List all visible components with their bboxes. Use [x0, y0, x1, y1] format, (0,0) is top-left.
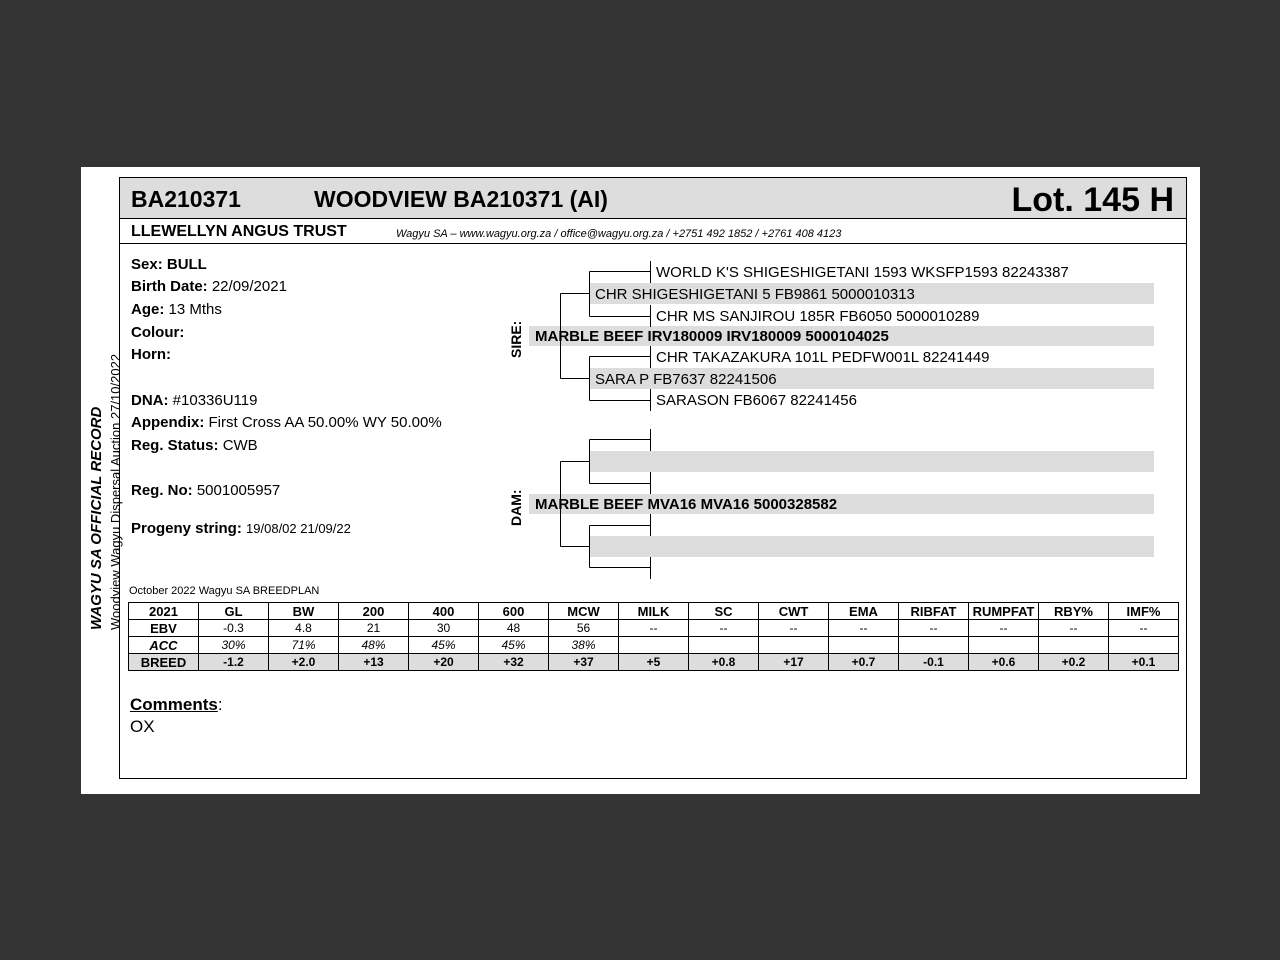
dam-label: DAM:: [508, 489, 524, 526]
table-cell: 45%: [409, 637, 479, 654]
table-cell: +0.8: [689, 654, 759, 671]
table-cell: --: [619, 620, 689, 637]
table-cell: --: [689, 620, 759, 637]
row-label: EBV: [129, 620, 199, 637]
column-header: RBY%: [1039, 603, 1109, 620]
table-cell: 71%: [269, 637, 339, 654]
table-cell: +32: [479, 654, 549, 671]
auction-subtitle: Woodview Wagyu Dispersal Auction 27/10/2022: [108, 353, 123, 630]
table-row-breed: [129, 654, 1179, 671]
table-cell: -1.2: [199, 654, 269, 671]
table-cell: 4.8: [269, 620, 339, 637]
column-header: GL: [199, 603, 269, 620]
table-row-ebv: [129, 620, 1179, 637]
table-cell: 45%: [479, 637, 549, 654]
table-cell: +0.1: [1109, 654, 1179, 671]
sire-dam: SARA P FB7637 82241506: [595, 371, 777, 388]
table-cell: [759, 637, 829, 654]
column-header: BW: [269, 603, 339, 620]
table-cell: +5: [619, 654, 689, 671]
breedplan-table: [128, 602, 1179, 671]
table-cell: +13: [339, 654, 409, 671]
row-label: ACC: [129, 637, 199, 654]
sire-dam-sire: CHR TAKAZAKURA 101L PEDFW001L 82241449: [656, 349, 990, 366]
column-header: IMF%: [1109, 603, 1179, 620]
table-cell: [829, 637, 899, 654]
column-header: 200: [339, 603, 409, 620]
sex-field: Sex: BULL: [131, 256, 207, 273]
age-field: Age: 13 Mths: [131, 301, 222, 318]
table-cell: [689, 637, 759, 654]
table-cell: -0.3: [199, 620, 269, 637]
dam-sire-band: [589, 451, 1154, 472]
table-cell: +20: [409, 654, 479, 671]
dna-field: DNA: #10336U119: [131, 392, 258, 409]
table-cell: 48: [479, 620, 549, 637]
column-header: MCW: [549, 603, 619, 620]
table-cell: +0.2: [1039, 654, 1109, 671]
column-header: SC: [689, 603, 759, 620]
column-header: RUMPFAT: [969, 603, 1039, 620]
table-cell: --: [1039, 620, 1109, 637]
breedplan-caption: October 2022 Wagyu SA BREEDPLAN: [129, 585, 320, 597]
official-record-title: WAGYU SA OFFICIAL RECORD: [88, 406, 105, 630]
column-header: RIBFAT: [899, 603, 969, 620]
sire-label: SIRE:: [508, 320, 524, 358]
lot-number: Lot. 145 H: [1011, 181, 1174, 219]
animal-id: BA210371: [131, 186, 241, 212]
birth-date-field: Birth Date: 22/09/2021: [131, 278, 287, 295]
table-cell: +0.7: [829, 654, 899, 671]
sire-sire-dam: CHR MS SANJIROU 185R FB6050 5000010289: [656, 308, 980, 325]
dam-name: MARBLE BEEF MVA16 MVA16 5000328582: [535, 496, 838, 513]
table-cell: 30: [409, 620, 479, 637]
comments-label: Comments:: [130, 695, 223, 714]
table-cell: +2.0: [269, 654, 339, 671]
sire-sire: CHR SHIGESHIGETANI 5 FB9861 5000010313: [595, 286, 915, 303]
row-label: BREED: [129, 654, 199, 671]
table-row-acc: [129, 637, 1179, 654]
contact-info: Wagyu SA – www.wagyu.org.za / office@wagyu.org.za / +2751 492 1852 / +2761 408 4123: [396, 228, 842, 240]
table-cell: --: [759, 620, 829, 637]
table-header-row: [129, 603, 1179, 620]
horn-field: Horn:: [131, 346, 171, 363]
table-cell: +0.6: [969, 654, 1039, 671]
comments-text: OX: [130, 717, 155, 736]
table-cell: --: [899, 620, 969, 637]
table-cell: 56: [549, 620, 619, 637]
breeder-name: LLEWELLYN ANGUS TRUST: [131, 223, 347, 240]
table-cell: -0.1: [899, 654, 969, 671]
column-header: 400: [409, 603, 479, 620]
table-cell: --: [969, 620, 1039, 637]
table-cell: 48%: [339, 637, 409, 654]
sire-dam-dam: SARASON FB6067 82241456: [656, 392, 857, 409]
reg-status-field: Reg. Status: CWB: [131, 437, 258, 454]
table-cell: +17: [759, 654, 829, 671]
table-cell: [619, 637, 689, 654]
column-header: 600: [479, 603, 549, 620]
colour-field: Colour:: [131, 324, 185, 341]
table-cell: [1109, 637, 1179, 654]
table-cell: 38%: [549, 637, 619, 654]
title-bar: [120, 178, 1186, 219]
table-cell: [899, 637, 969, 654]
reg-no-field: Reg. No: 5001005957: [131, 482, 281, 499]
table-cell: --: [1109, 620, 1179, 637]
table-cell: +37: [549, 654, 619, 671]
table-cell: [1039, 637, 1109, 654]
column-header: CWT: [759, 603, 829, 620]
dam-dam-band: [589, 536, 1154, 557]
table-cell: --: [829, 620, 899, 637]
table-cell: 21: [339, 620, 409, 637]
column-header: EMA: [829, 603, 899, 620]
progeny-field: Progeny string: 19/08/02 21/09/22: [131, 520, 351, 537]
animal-name: WOODVIEW BA210371 (AI): [314, 186, 608, 212]
column-header: MILK: [619, 603, 689, 620]
table-cell: [969, 637, 1039, 654]
year-cell: 2021: [129, 603, 199, 620]
table-cell: 30%: [199, 637, 269, 654]
header-divider: [120, 243, 1186, 244]
sire-sire-sire: WORLD K'S SHIGESHIGETANI 1593 WKSFP1593 82243387: [656, 264, 1069, 281]
sire-name: MARBLE BEEF IRV180009 IRV180009 5000104025: [535, 328, 889, 345]
appendix-field: Appendix: First Cross AA 50.00% WY 50.00%: [131, 414, 442, 431]
